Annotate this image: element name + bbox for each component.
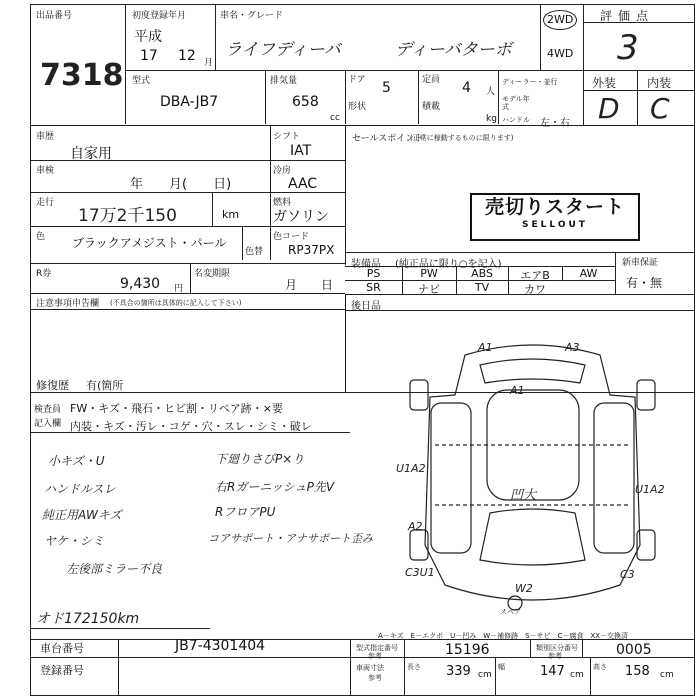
category-label: 類別区分番号 bbox=[536, 644, 578, 652]
mark-left-door: U1A2 bbox=[396, 462, 426, 475]
interior-grade: C bbox=[650, 92, 670, 125]
history-value: 自家用 bbox=[70, 146, 112, 162]
inspector-label-1: 検査員 bbox=[34, 405, 62, 415]
mark-left-rear: A2 bbox=[408, 520, 423, 533]
load-label: 積載 bbox=[422, 102, 441, 112]
hand-note-8: RフロアPU bbox=[215, 505, 276, 519]
mark-right-bumper: C3 bbox=[620, 568, 635, 581]
type-label: 型式 bbox=[132, 76, 151, 86]
type-value: DBA-JB7 bbox=[160, 94, 219, 110]
model-label: 車名・グレード bbox=[220, 11, 284, 21]
equipment-label: 装備品 bbox=[351, 259, 381, 270]
exterior-grade: D bbox=[598, 92, 620, 125]
certification-label: 名変期限 bbox=[194, 269, 231, 279]
odometer-note: オド172150km bbox=[36, 611, 140, 627]
width-value: 147 bbox=[540, 664, 565, 679]
chassis-label: 車台番号 bbox=[40, 642, 84, 655]
color-label: 色 bbox=[36, 232, 46, 242]
grade-score: 3 bbox=[617, 28, 639, 68]
hand-note-3: 純正用AWキズ bbox=[42, 508, 122, 522]
shift-label: シフト bbox=[273, 132, 301, 142]
dims-ref: 参考 bbox=[368, 674, 382, 682]
model-year-label: モデル年式 bbox=[502, 95, 530, 111]
interior-label: 内装 bbox=[647, 76, 672, 90]
equip-pw: PW bbox=[420, 267, 438, 280]
reg-month-unit: 月 bbox=[204, 58, 214, 68]
hand-note-1: 小キズ・U bbox=[48, 454, 105, 468]
height-unit: cm bbox=[660, 670, 674, 680]
equip-tv: TV bbox=[474, 281, 490, 294]
height-value: 158 bbox=[625, 664, 650, 679]
sales-sub: (正常に稼動するものに限ります) bbox=[410, 134, 514, 142]
rear-label: 後日品 bbox=[351, 301, 381, 312]
equip-airbag: エアB bbox=[520, 269, 550, 282]
reg-label: 初度登録年月 bbox=[132, 11, 187, 21]
displacement-unit: cc bbox=[330, 113, 340, 123]
fuel-label: 燃料 bbox=[273, 198, 292, 208]
warranty-label: 新車保証 bbox=[622, 258, 659, 268]
mark-rear-gate: W2 bbox=[515, 582, 533, 595]
recycle-label: R券 bbox=[36, 269, 52, 279]
notice-sub: (不具合の箇所は具体的に記入して下さい) bbox=[110, 299, 242, 307]
category-value: 0005 bbox=[616, 642, 652, 658]
inspector-label-2: 記入欄 bbox=[34, 419, 62, 429]
inspection-label: 車検 bbox=[36, 166, 55, 176]
shift-value: IAT bbox=[290, 143, 312, 159]
warranty-value: 有・無 bbox=[626, 276, 663, 290]
door-value: 5 bbox=[382, 80, 391, 96]
mark-a1-top: A1 bbox=[478, 341, 493, 354]
equip-sr: SR bbox=[366, 281, 381, 294]
repair-label: 修復歴 bbox=[36, 379, 69, 392]
hand-note-5: 左後部ミラー不良 bbox=[66, 562, 163, 576]
inspector-row-2: 内装・キズ・汚レ・コゲ・穴・スレ・シミ・破レ bbox=[70, 420, 312, 433]
mileage-unit: km bbox=[222, 208, 240, 221]
history-label: 車歴 bbox=[36, 132, 55, 142]
color-change-label: 色替 bbox=[245, 247, 264, 257]
repair-value: 有(箇所 bbox=[86, 379, 124, 392]
hand-note-6: 下廻りさびP×り bbox=[215, 452, 305, 466]
reg-no-label: 登録番号 bbox=[40, 664, 84, 677]
stamp-subtext: SELLOUT bbox=[522, 220, 588, 230]
hand-note-9: コアサポート・アナサポート歪み bbox=[208, 532, 373, 545]
mileage-value: 17万2千150 bbox=[78, 206, 177, 226]
mark-a3-top: A3 bbox=[565, 341, 580, 354]
model-name: ライフディーバ bbox=[225, 40, 341, 60]
model-grade: ディーバターボ bbox=[395, 40, 512, 60]
reg-era: 平成 bbox=[134, 29, 162, 45]
reg-year: 17 bbox=[140, 48, 158, 64]
drive-4wd: 4WD bbox=[547, 47, 574, 60]
length-value: 339 bbox=[446, 664, 471, 679]
category-ref: 参考 bbox=[548, 652, 562, 660]
sales-label: セールスポイント bbox=[352, 134, 424, 144]
damage-legend: A－キズ E－エクボ U－凹み W－補修跡 S－サビ C－腐食 XX－交換済 bbox=[378, 632, 629, 640]
dims-label: 車両寸法 bbox=[356, 664, 384, 672]
inspection-format: 年 月( 日) bbox=[130, 177, 232, 192]
equipment-sub: (純正品に限り○を記入) bbox=[395, 259, 502, 270]
cert-ref: 参考 bbox=[368, 652, 382, 660]
load-unit: kg bbox=[486, 114, 497, 124]
recycle-unit: 円 bbox=[174, 284, 184, 294]
sellout-stamp bbox=[470, 193, 640, 241]
width-unit: cm bbox=[570, 670, 584, 680]
exterior-label: 外装 bbox=[592, 76, 617, 90]
inspector-row-1: FW・キズ・飛石・ヒビ割・リペア跡・×要 bbox=[70, 402, 283, 415]
hand-note-2: ハンドルスレ bbox=[44, 482, 116, 496]
length-label: 長さ bbox=[407, 663, 421, 671]
lot-label: 出品番号 bbox=[36, 11, 73, 21]
fuel-value: ガソリン bbox=[273, 209, 329, 225]
mark-a1-hood: A1 bbox=[510, 384, 525, 397]
door-label: ドア bbox=[348, 75, 366, 85]
color-code-value: RP37PX bbox=[288, 243, 335, 257]
hand-note-4: ヤケ・シミ bbox=[44, 534, 105, 548]
cert-label: 型式指定番号 bbox=[356, 644, 398, 652]
ac-value: AAC bbox=[288, 176, 318, 192]
equip-ps: PS bbox=[366, 267, 381, 280]
displacement-value: 658 bbox=[292, 94, 319, 110]
height-label: 高さ bbox=[593, 663, 607, 671]
equip-aw: AW bbox=[579, 267, 598, 280]
capacity-unit: 人 bbox=[486, 87, 496, 97]
mark-roof: 凹大 bbox=[510, 488, 537, 503]
mark-right-door: U1A2 bbox=[635, 483, 665, 496]
capacity-label: 定員 bbox=[422, 75, 441, 85]
stamp-text: 売切りスタート bbox=[484, 196, 625, 218]
chassis-value: JB7-4301404 bbox=[175, 638, 266, 654]
cert-value: 15196 bbox=[445, 642, 490, 658]
certification-format: 月 日 bbox=[285, 278, 334, 292]
equip-abs: ABS bbox=[471, 267, 493, 280]
handle-options: 左・右 bbox=[540, 118, 570, 129]
capacity-value: 4 bbox=[462, 80, 471, 96]
length-unit: cm bbox=[478, 670, 492, 680]
notice-label: 注意事項申告欄 bbox=[36, 299, 100, 309]
mark-left-bumper: C3U1 bbox=[405, 566, 435, 579]
color-value: ブラックアメジスト・パール bbox=[72, 236, 227, 250]
dealer-label: ディーラー・並行 bbox=[502, 78, 558, 86]
equip-leather: カワ bbox=[524, 283, 546, 296]
handle-label: ハンドル bbox=[502, 116, 530, 124]
equip-navi: ナビ bbox=[418, 283, 440, 296]
recycle-value: 9,430 bbox=[120, 276, 161, 292]
width-label: 幅 bbox=[498, 663, 505, 671]
mileage-label: 走行 bbox=[36, 198, 55, 208]
grade-label: 評価点 bbox=[600, 9, 655, 23]
reg-month: 12 bbox=[178, 48, 196, 64]
lot-number: 7318 bbox=[40, 58, 124, 93]
ac-label: 冷房 bbox=[273, 166, 292, 176]
shape-label: 形状 bbox=[348, 102, 367, 112]
color-code-label: 色コード bbox=[273, 232, 310, 242]
spare-label: スペア bbox=[500, 608, 521, 616]
displacement-label: 排気量 bbox=[270, 76, 298, 86]
hand-note-7: 右RガーニッシュP先V bbox=[215, 480, 335, 494]
drive-2wd: 2WD bbox=[547, 13, 574, 26]
